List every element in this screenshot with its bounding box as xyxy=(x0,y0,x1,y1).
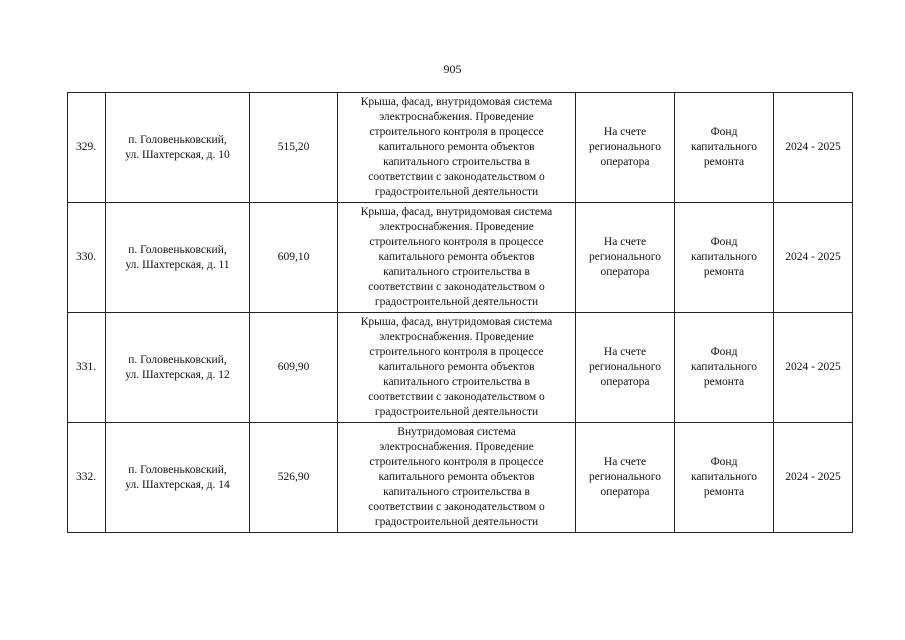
work-type-cell-line: строительного контроля в процессе xyxy=(369,236,544,248)
work-type-cell-line: капитального ремонта объектов xyxy=(378,471,535,483)
work-type-cell-line: капитального строительства в xyxy=(383,266,530,278)
address-cell xyxy=(106,423,250,533)
area-cell: 609,90 xyxy=(250,313,338,423)
row-number-cell: 331. xyxy=(68,313,106,423)
work-type-cell-line: градостроительной деятельности xyxy=(374,296,539,308)
row-number-cell: 330. xyxy=(68,203,106,313)
work-type-cell-line: соответствии с законодательством о xyxy=(368,281,545,293)
address-cell-line: п. Головеньковский, xyxy=(128,353,227,366)
work-type-cell-line: электроснабжения. Проведение xyxy=(379,331,534,343)
period-cell: 2024 - 2025 xyxy=(774,313,853,423)
funds-status-cell-line: оператора xyxy=(600,156,650,168)
funds-status-cell-line: регионального xyxy=(589,251,661,263)
address-cell-line: п. Головеньковский, xyxy=(128,463,227,476)
funding-source-cell-line: капитального xyxy=(690,141,758,153)
funds-status-cell xyxy=(576,313,675,423)
funds-status-cell-line: На счете xyxy=(603,236,647,248)
table-row xyxy=(68,313,853,423)
table-row xyxy=(68,423,853,533)
work-type-cell-line: градостроительной деятельности xyxy=(374,406,539,418)
funding-source-cell-line: капитального xyxy=(690,251,758,263)
work-type-cell-line: строительного контроля в процессе xyxy=(369,126,544,138)
funds-status-cell-line: оператора xyxy=(600,376,650,388)
work-type-cell-line: градостроительной деятельности xyxy=(374,516,539,528)
funds-status-cell-line: На счете xyxy=(603,456,647,468)
funds-status-cell-line: регионального xyxy=(589,361,661,373)
table-row xyxy=(68,93,853,203)
funds-status-cell-line: оператора xyxy=(600,486,650,498)
work-type-cell xyxy=(338,423,576,533)
work-type-cell-line: строительного контроля в процессе xyxy=(369,346,544,358)
row-number-cell: 329. xyxy=(68,93,106,203)
work-type-cell-line: капитального ремонта объектов xyxy=(378,251,535,263)
address-cell xyxy=(106,203,250,313)
work-type-cell-line: соответствии с законодательством о xyxy=(368,391,545,403)
work-type-cell-line: соответствии с законодательством о xyxy=(368,171,545,183)
address-cell-line: ул. Шахтерская, д. 12 xyxy=(125,368,230,381)
funding-source-cell-line: ремонта xyxy=(703,376,745,388)
funds-status-cell xyxy=(576,203,675,313)
funding-source-cell-line: ремонта xyxy=(703,266,745,278)
row-number-cell: 332. xyxy=(68,423,106,533)
funding-source-cell-line: Фонд xyxy=(710,236,738,248)
funds-status-cell xyxy=(576,93,675,203)
period-cell: 2024 - 2025 xyxy=(774,203,853,313)
funding-source-cell xyxy=(675,93,774,203)
work-type-cell-line: соответствии с законодательством о xyxy=(368,501,545,513)
work-type-cell-line: капитального ремонта объектов xyxy=(378,361,535,373)
register-table xyxy=(67,92,853,533)
work-type-cell-line: капитального ремонта объектов xyxy=(378,141,535,153)
work-type-cell-line: Внутридомовая система xyxy=(397,426,516,438)
funding-source-cell-line: ремонта xyxy=(703,486,745,498)
register-table-body xyxy=(68,93,853,533)
work-type-cell-line: Крыша, фасад, внутридомовая система xyxy=(360,206,553,218)
funding-source-cell-line: ремонта xyxy=(703,156,745,168)
funds-status-cell xyxy=(576,423,675,533)
address-cell-line: ул. Шахтерская, д. 14 xyxy=(125,478,230,491)
period-cell: 2024 - 2025 xyxy=(774,93,853,203)
work-type-cell-line: капитального строительства в xyxy=(383,486,530,498)
funding-source-cell xyxy=(675,313,774,423)
work-type-cell-line: капитального строительства в xyxy=(383,156,530,168)
table-row xyxy=(68,203,853,313)
funds-status-cell-line: На счете xyxy=(603,346,647,358)
work-type-cell-line: электроснабжения. Проведение xyxy=(379,221,534,233)
area-cell: 526,90 xyxy=(250,423,338,533)
funds-status-cell-line: На счете xyxy=(603,126,647,138)
address-cell xyxy=(106,93,250,203)
address-cell-line: п. Головеньковский, xyxy=(128,133,227,146)
address-cell-line: ул. Шахтерская, д. 11 xyxy=(125,258,230,271)
work-type-cell-line: Крыша, фасад, внутридомовая система xyxy=(360,316,553,328)
work-type-cell-line: электроснабжения. Проведение xyxy=(379,111,534,123)
area-cell: 515,20 xyxy=(250,93,338,203)
period-cell: 2024 - 2025 xyxy=(774,423,853,533)
work-type-cell-line: градостроительной деятельности xyxy=(374,186,539,198)
work-type-cell xyxy=(338,203,576,313)
funding-source-cell-line: Фонд xyxy=(710,456,738,468)
funding-source-cell-line: капитального xyxy=(690,361,758,373)
address-cell xyxy=(106,313,250,423)
page-number: 905 xyxy=(443,62,462,76)
area-cell: 609,10 xyxy=(250,203,338,313)
funds-status-cell-line: оператора xyxy=(600,266,650,278)
funding-source-cell-line: капитального xyxy=(690,471,758,483)
funding-source-cell-line: Фонд xyxy=(710,346,738,358)
funds-status-cell-line: регионального xyxy=(589,471,661,483)
funding-source-cell-line: Фонд xyxy=(710,126,738,138)
work-type-cell xyxy=(338,313,576,423)
funding-source-cell xyxy=(675,203,774,313)
address-cell-line: ул. Шахтерская, д. 10 xyxy=(125,148,230,161)
work-type-cell-line: электроснабжения. Проведение xyxy=(379,441,534,453)
work-type-cell-line: капитального строительства в xyxy=(383,376,530,388)
work-type-cell-line: Крыша, фасад, внутридомовая система xyxy=(360,96,553,108)
work-type-cell xyxy=(338,93,576,203)
address-cell-line: п. Головеньковский, xyxy=(128,243,227,256)
funds-status-cell-line: регионального xyxy=(589,141,661,153)
work-type-cell-line: строительного контроля в процессе xyxy=(369,456,544,468)
funding-source-cell xyxy=(675,423,774,533)
